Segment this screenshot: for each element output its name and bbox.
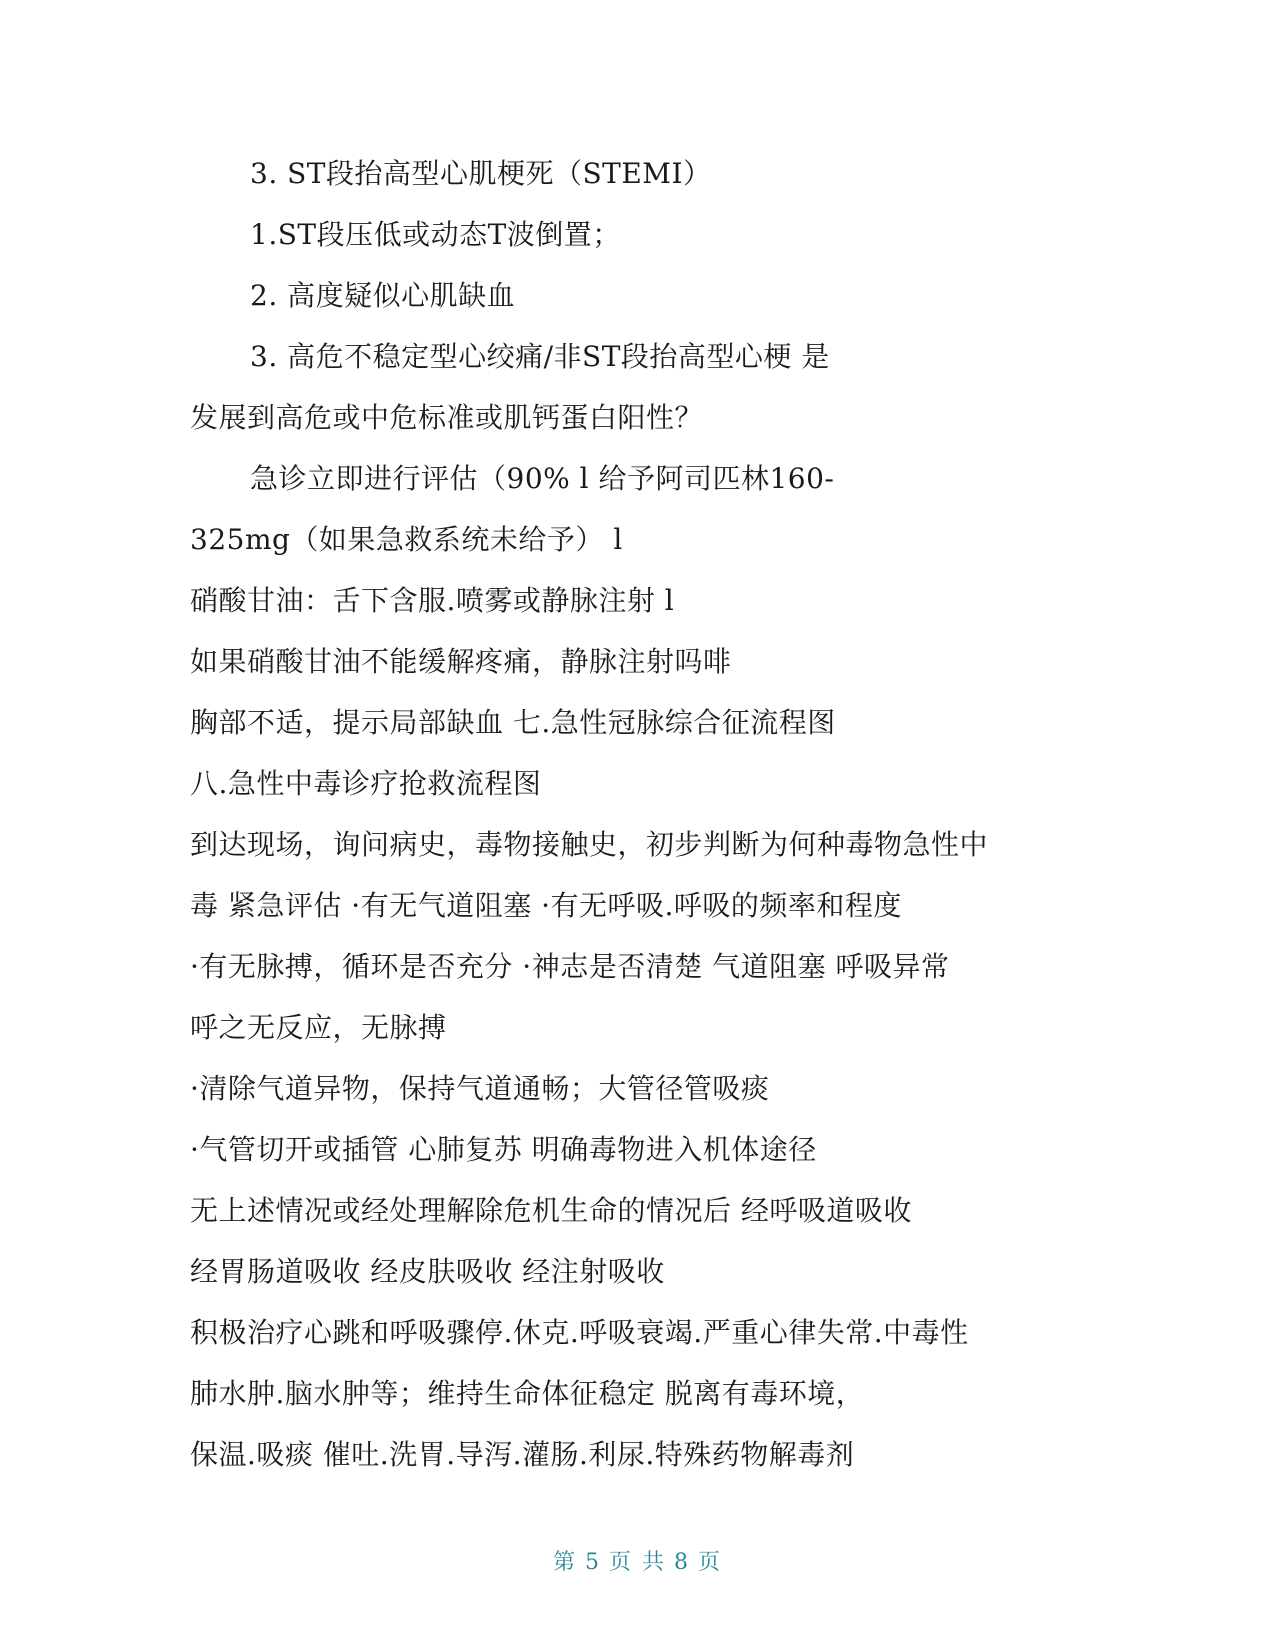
text-line: ·有无脉搏，循环是否充分 ·神志是否清楚 气道阻塞 呼吸异常 (190, 950, 950, 983)
text-line: 硝酸甘油：舌下含服.喷雾或静脉注射 l (190, 584, 675, 617)
text-line: 3. 高危不稳定型心绞痛/非ST段抬高型心梗 是 (250, 340, 830, 373)
text-line: 325mg（如果急救系统未给予） l (190, 523, 623, 556)
text-line: 肺水肿.脑水肿等；维持生命体征稳定 脱离有毒环境， (190, 1377, 865, 1410)
text-line: 1.ST段压低或动态T波倒置； (250, 218, 621, 251)
text-line: ·气管切开或插管 心肺复苏 明确毒物进入机体途径 (190, 1133, 817, 1166)
total-pages-number: 8 (674, 1550, 690, 1575)
text-line: 3. ST段抬高型心肌梗死（STEMI） (250, 157, 712, 190)
text-line: 到达现场，询问病史，毒物接触史，初步判断为何种毒物急性中 (190, 828, 989, 861)
text-line: 2. 高度疑似心肌缺血 (250, 279, 516, 312)
text-line: 呼之无反应，无脉搏 (190, 1011, 447, 1044)
footer-suffix: 页 (698, 1550, 723, 1575)
text-line: 无上述情况或经处理解除危机生命的情况后 经呼吸道吸收 (190, 1194, 912, 1227)
text-line: 如果硝酸甘油不能缓解疼痛，静脉注射吗啡 (190, 645, 732, 678)
section-heading: 八.急性中毒诊疗抢救流程图 (190, 767, 542, 800)
text-line: 急诊立即进行评估（90% l 给予阿司匹林160- (250, 462, 835, 495)
footer-prefix: 第 (552, 1550, 577, 1575)
text-line: 胸部不适，提示局部缺血 七.急性冠脉综合征流程图 (190, 706, 836, 739)
document-body (190, 143, 1090, 1485)
text-line: ·清除气道异物，保持气道通畅；大管径管吸痰 (190, 1072, 770, 1105)
text-line: 发展到高危或中危标准或肌钙蛋白阳性？ (190, 401, 704, 434)
page-footer (0, 1545, 1275, 1576)
text-line: 保温.吸痰 催吐.洗胃.导泻.灌肠.利尿.特殊药物解毒剂 (190, 1438, 855, 1471)
current-page-number: 5 (585, 1550, 601, 1575)
footer-middle: 页 共 (609, 1550, 666, 1575)
text-line: 毒 紧急评估 ·有无气道阻塞 ·有无呼吸.呼吸的频率和程度 (190, 889, 902, 922)
text-line: 积极治疗心跳和呼吸骤停.休克.呼吸衰竭.严重心律失常.中毒性 (190, 1316, 969, 1349)
text-line: 经胃肠道吸收 经皮肤吸收 经注射吸收 (190, 1255, 665, 1288)
